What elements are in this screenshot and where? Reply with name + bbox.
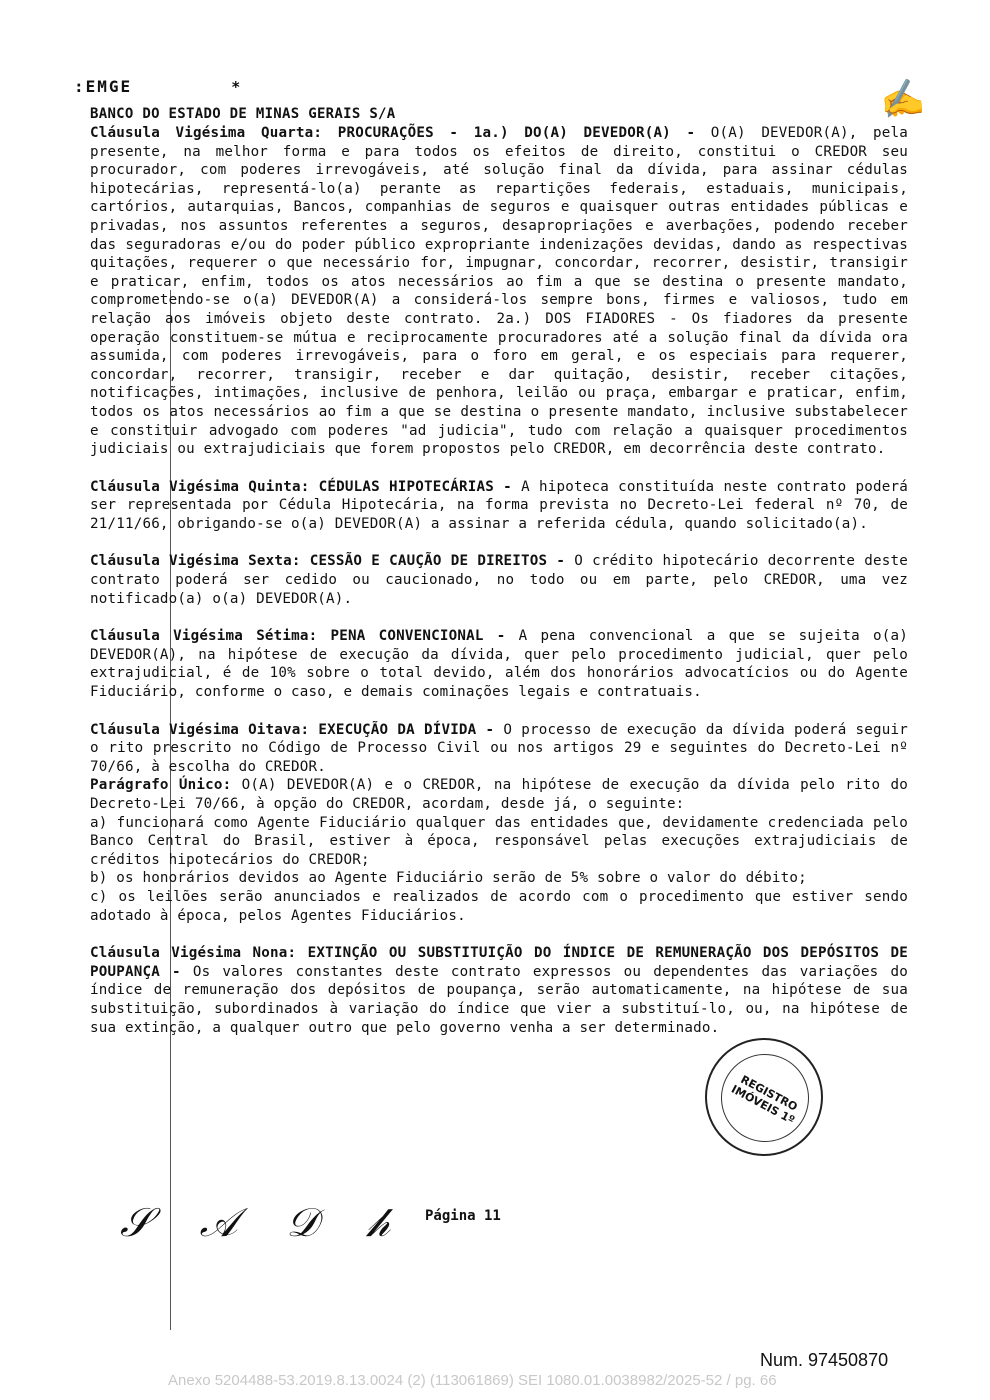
paragraph-heading: Parágrafo Único: (90, 777, 232, 794)
clause-28 (90, 721, 908, 926)
contract-body (90, 124, 908, 1056)
list-item: c) os leilões serão anunciados e realizados de acordo com o procedimento que estiver sendo adotado à época, pelos Agentes Fiduciários. (90, 888, 908, 924)
clause-heading: Cláusula Vigésima Quarta: PROCURAÇÕES - 1a.) DO(A) DEVEDOR(A) - (90, 125, 696, 141)
asterisk-mark: * (231, 78, 241, 96)
clause-29 (90, 944, 908, 1037)
clause-heading: Cláusula Vigésima Quinta: CÉDULAS HIPOTECÁRIAS - (90, 478, 512, 495)
clause-heading: Cláusula Vigésima Sexta: CESSÃO E CAUÇÃO DE DIREITOS - (90, 553, 566, 570)
handwritten-signatures: 𝒮 𝒜 𝒟 𝒽 (120, 1200, 408, 1246)
bank-name: BANCO DO ESTADO DE MINAS GERAIS S/A (90, 106, 396, 122)
handwritten-initials-top: ✍ (877, 76, 928, 123)
clause-27 (90, 627, 908, 701)
clause-text: O(A) DEVEDOR(A), pela presente, na melhor forma e para todos os efeitos de direito, constitui o CREDOR seu procurador, com poderes irrevogáveis, até solução final da dívida, para assinar cédulas hipotecárias, representá-lo(a) perante as repartições federais, estaduais, municipais, cartórios, autarquias, Bancos, companhias de seguros e quaisquer outras entidades públicas e privadas, nos assuntos referentes a seguros, desapropriações e averbações, podendo receber das seguradoras e/ou do poder público expropriante indenizações devidas, dando as respectivas quitações, requerer o que necessário for, impugnar, concordar, recorrer, desistir, transigir e praticar, enfim, todos os atos necessários ao fim a que se destina o presente mandato, comprometendo-se o(a) DEVEDOR(A) a considerá-los sempre bons, firmes e valiosos, tudo em relação aos imóveis objeto deste contrato. 2a.) DOS FIADORES - Os fiadores da presente operação constituem-se mútua e reciprocamente procuradores até a solução final da dívida ora assumida, com poderes irrevogáveis, para o foro em geral, e os especiais para requerer, concordar, recorrer, transigir, receber e dar quitação, desistir, receber citações, notificações, intimações, inclusive de penhora, leilão ou praça, embargar e praticar, enfim, todos os atos necessários ao fim a que se destina o presente mandato, inclusive substabelecer e constituir advogado com poderes "ad judicia", tudo com relação a quaisquer procedimentos judiciais ou extrajudiciais que forem propostos pelo CREDOR, em decorrência deste contrato. (90, 125, 908, 458)
paragraph-text: O(A) DEVEDOR(A) e o CREDOR, na hipótese de execução da dívida pelo rito do Decreto-Lei 70/66, à opção do CREDOR, acordam, desde já, o seguinte: (90, 777, 908, 812)
list-item: a) funcionará como Agente Fiduciário qualquer das entidades que, devidamente credenciada pelo Banco Central do Brasil, estiver à época, responsável pelas execuções extrajudiciais de créditos hipotecários do CREDOR; (90, 814, 908, 868)
emge-logo: :EMGE (74, 77, 133, 96)
list-item: b) os honorários devidos ao Agente Fiduciário serão de 5% sobre o valor do débito; (90, 870, 807, 887)
clause-26 (90, 552, 908, 608)
clause-heading: Cláusula Vigésima Nona: EXTINÇÃO OU SUBSTITUIÇÃO DO ÍNDICE DE REMUNERAÇÃO DOS DEPÓSITOS DE POUPANÇA - (90, 945, 908, 980)
annex-reference: Anexo 5204488-53.2019.8.13.0024 (2) (113061869) SEI 1080.01.0038982/2025-52 / pg. 66 (168, 1372, 777, 1389)
stamp-text: REGISTRO IMÓVEIS 1º (729, 1072, 800, 1127)
page-number: Página 11 (425, 1208, 501, 1224)
clause-text: A hipoteca constituída neste contrato poderá ser representada por Cédula Hipotecária, na forma prevista no Decreto-Lei federal nº 70, de 21/11/66, obrigando-se o(a) DEVEDOR(A) a assinar a referida cédula, quando solicitado(a). (90, 478, 908, 532)
registry-stamp (705, 1038, 823, 1156)
clause-text: A pena convencional a que se sujeita o(a) DEVEDOR(A), na hipótese de execução da dívida, quer pelo procedimento judicial, quer pelo extrajudicial, é de 10% sobre o total devido, além dos honorários advocatícios ou do Agente Fiduciário, conforme o caso, e demais cominações legais e contratuais. (90, 628, 909, 701)
clause-text: O processo de execução da dívida poderá seguir o rito prescrito no Código de Processo Civil ou nos artigos 29 e seguintes do Decreto-Lei nº 70/66, à escolha do CREDOR. (90, 721, 908, 775)
document-header (74, 78, 240, 96)
clause-text: Os valores constantes deste contrato expressos ou dependentes das variações do índice de remuneração dos depósitos de poupança, serão automaticamente, na hipótese de sua substituição, subordinados à variação do índice que vier a substituí-lo, ou, na hipótese de sua extinção, a qualquer outro que pelo governo venha a ser determinado. (90, 963, 908, 1036)
clause-heading: Cláusula Vigésima Oitava: EXECUÇÃO DA DÍVIDA - (90, 721, 495, 738)
clause-24 (90, 124, 908, 459)
clause-heading: Cláusula Vigésima Sétima: PENA CONVENCIONAL - (90, 628, 506, 645)
document-number: Num. 97450870 (760, 1350, 889, 1370)
clause-text: O crédito hipotecário decorrente deste contrato poderá ser cedido ou caucionado, no todo ou em parte, pelo CREDOR, uma vez notificado(a) o(a) DEVEDOR(A). (90, 553, 909, 607)
clause-25 (90, 478, 908, 534)
